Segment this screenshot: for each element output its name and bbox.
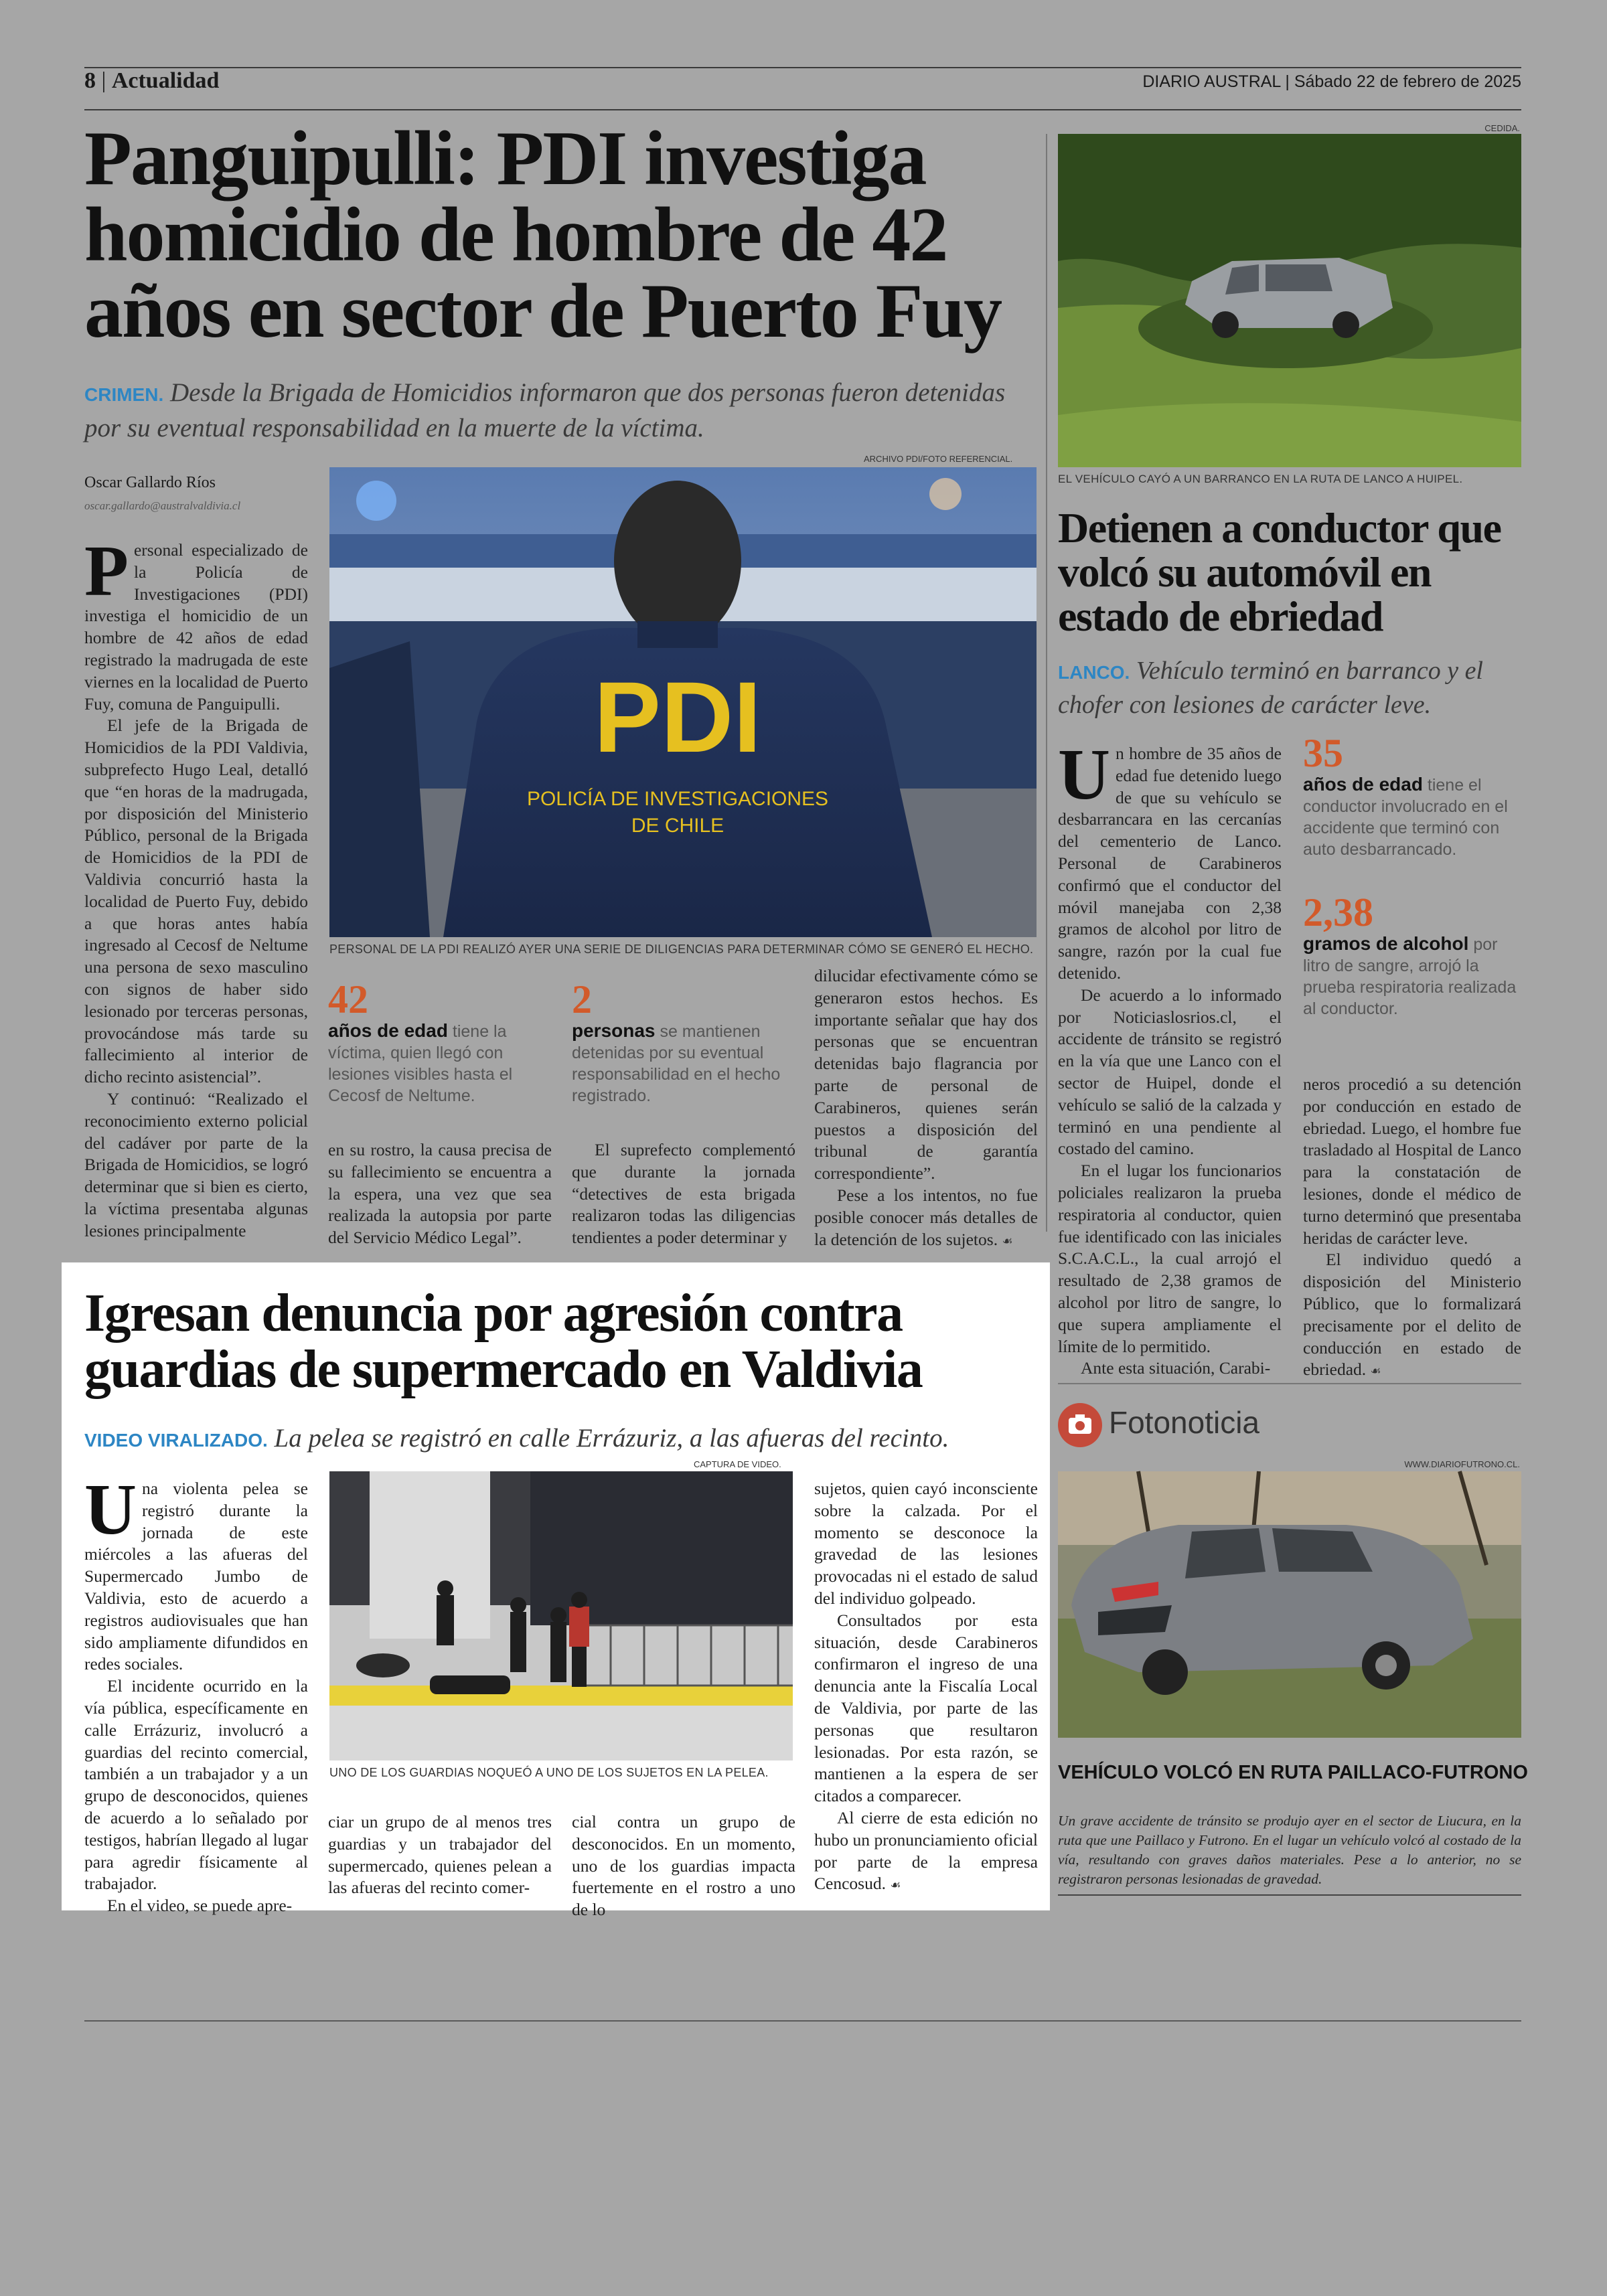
- byline-email: oscar.gallardo@australvaldivia.cl: [84, 499, 241, 512]
- side-drop-cap: U: [1058, 735, 1110, 815]
- fotonoticia-bottom-rule: [1058, 1894, 1521, 1896]
- second-col1-p3: En el video, se puede apre-: [107, 1896, 293, 1916]
- supermarket-fight-illustration: [329, 1471, 793, 1760]
- second-photo-caption: UNO DE LOS GUARDIAS NOQUEÓ A UNO DE LOS SUJETOS EN LA PELEA.: [329, 1766, 769, 1779]
- second-drop-cap: U: [84, 1470, 137, 1550]
- side-kicker: LANCO.: [1058, 662, 1130, 683]
- main-col4-p1: dilucidar efectivamente cómo se generaron estos hechos. Es importante señalar que hay dos personas que se encuentran detenidas bajo flagrancia por parte de personal de Carabineros, quienes serán puestos a disposición del tribunal de garantía correspondiente”.: [814, 966, 1038, 1183]
- side-col1-p1: n hombre de 35 años de edad fue detenido luego de que su vehículo se desbarrancara en las cercanías del cementerio de Lanco. Personal de Carabineros confirmó que el conductor del móvil manejaba con 2,38 gramos de alcohol por litro de sangre, razón por la cual fue detenido.: [1058, 744, 1282, 983]
- header-top-rule: [84, 67, 1521, 68]
- page-folio: 8 | Actualidad: [84, 68, 220, 93]
- main-fact-1-text: tiene la víctima, quien llegó con lesiones visibles hasta el Cecosf de Neltume.: [328, 1022, 513, 1105]
- main-photo-caption: PERSONAL DE LA PDI REALIZÓ AYER UNA SERIE DE DILIGENCIAS PARA DETERMINAR CÓMO SE GENERÓ EL HECHO.: [329, 942, 1034, 956]
- main-photo-credit: ARCHIVO PDI/FOTO REFERENCIAL.: [864, 454, 1013, 464]
- second-deck-text: La pelea se registró en calle Errázuriz, a las afueras del recinto.: [274, 1424, 949, 1453]
- page-number: 8: [84, 68, 96, 93]
- second-end-mark: ☙: [890, 1878, 901, 1893]
- fotonoticia-photo-credit: WWW.DIARIOFUTRONO.CL.: [1404, 1459, 1520, 1469]
- main-col1-p3: Y continuó: “Realizado el reconocimiento externo policial del cadáver por parte de la Brigada de Homicidios, se logró determinar que si bien es cierto, la víctima presentaba algunas lesiones principalmente: [84, 1088, 308, 1240]
- main-col4-p2: Pese a los intentos, no fue posible conocer más detalles de la detención de los sujetos.: [814, 1185, 1038, 1249]
- second-col1-p1: na violenta pelea se registró durante la jornada de este miércoles a las afueras del Supermercado Jumbo de Valdivia, esto de acuerdo a registros audiovisuales que han sido ampliamente difundidos en redes sociales.: [84, 1479, 308, 1674]
- main-col1-p1: ersonal especializado de la Policía de Investigaciones (PDI) investiga el homicidio de un hombre de 42 años de edad registrado la madrugada de este viernes en la localidad de Puerto Fuy, comuna de Panguipulli.: [84, 540, 308, 714]
- camera-icon: [1058, 1403, 1102, 1447]
- jacket-text-big: PDI: [593, 661, 762, 773]
- jacket-text-2: DE CHILE: [631, 815, 724, 837]
- main-photo: [329, 467, 1037, 937]
- side-col-1: [1058, 735, 1282, 1378]
- side-col2-p1: neros procedió a su detención por conducción en estado de ebriedad. Luego, el hombre fue trasladado al Hospital de Lanco para la constatación de lesiones, donde el médico de turno determinó que presentaba heridas de carácter leve.: [1303, 1074, 1521, 1248]
- side-deck-text: Vehículo terminó en barranco y el chofer con lesiones de carácter leve.: [1058, 657, 1483, 719]
- second-col3-p1: cial contra un grupo de desconocidos. En un momento, uno de los guardias impacta fuertemente en el rostro a uno de lo: [572, 1812, 795, 1920]
- side-fact-2: [1303, 892, 1521, 1019]
- paper-name: DIARIO AUSTRAL: [1142, 72, 1281, 91]
- main-col-4: [814, 965, 1038, 1253]
- side-fact-1-text: tiene el conductor involucrado en el accidente que terminó con auto desbarrancado.: [1303, 776, 1508, 859]
- second-col4-p2: Consultados por esta situación, desde Carabineros confirmaron el ingreso de una denuncia ante la Fiscalía Local de Valdivia, por parte de las personas que resultaron lesionadas. Por esta razón, se mantienen a la espera de ser citados a comparecer.: [814, 1610, 1038, 1806]
- side-fact-2-text: por litro de sangre, arrojó la prueba respiratoria realizada al conductor.: [1303, 935, 1517, 1018]
- car-in-ravine-illustration: [1058, 134, 1521, 467]
- second-col-2: [328, 1811, 552, 1904]
- side-fact-2-bold: gramos de alcohol: [1303, 933, 1469, 954]
- second-col4-p1: sujetos, quien cayó inconsciente sobre la calzada. Por el momento se desconoce la gravedad de las lesiones provocadas ni el estado de salud del individuo golpeado.: [814, 1479, 1038, 1608]
- side-fact-1: [1303, 732, 1521, 860]
- second-deck: [84, 1422, 1042, 1457]
- main-deck: [84, 376, 1035, 445]
- side-photo: [1058, 134, 1521, 467]
- byline: Oscar Gallardo Ríos: [84, 474, 216, 491]
- main-headline: Panguipulli: PDI investiga homicidio de hombre de 42 años en sector de Puerto Fuy: [84, 116, 1002, 354]
- main-col1-p2: El jefe de la Brigada de Homicidios de la PDI Valdivia, subprefecto Hugo Leal, detalló que “en horas de la madrugada, por disposición del Ministerio Público, personal de la Brigada de Homicidios de la PDI de Valdivia concurrió hasta la localidad de Puerto Fuy, debido a que horas antes había ingresado al Cecosf de Neltume una persona de sexo masculino con signos de haber sido lesionado por terceras personas, provocándose más tarde su fallecimiento al interior de dicho recinto asistencial”.: [84, 716, 308, 1087]
- side-fact-2-number: 2,38: [1303, 890, 1373, 934]
- main-fact-1-number: 42: [328, 977, 368, 1021]
- side-headline: Detienen a conductor que volcó su automóvil en estado de ebriedad: [1058, 504, 1501, 640]
- second-col-4: [814, 1478, 1038, 1904]
- side-fact-1-bold: años de edad: [1303, 774, 1423, 795]
- main-fact-1: [328, 979, 549, 1106]
- main-fact-2-number: 2: [572, 977, 592, 1021]
- issue-date: Sábado 22 de febrero de 2025: [1294, 72, 1521, 91]
- side-photo-caption: EL VEHÍCULO CAYÓ A UN BARRANCO EN LA RUTA DE LANCO A HUIPEL.: [1058, 473, 1463, 485]
- side-col-2: [1303, 1074, 1521, 1380]
- main-fact-2: [572, 979, 793, 1106]
- side-fact-1-number: 35: [1303, 731, 1343, 775]
- section-name: Actualidad: [111, 68, 220, 93]
- second-kicker: VIDEO VIRALIZADO.: [84, 1430, 268, 1451]
- side-col1-p2: De acuerdo a lo informado por Noticiaslosrios.cl, el accidente de tránsito se registró en la vía que une Lanco con el sector de Huipel, donde el vehículo se salió de la calzada y terminó en una pendiente al costado del camino.: [1058, 985, 1282, 1159]
- main-kicker: CRIMEN.: [84, 384, 164, 405]
- second-col-3: [572, 1811, 795, 1920]
- main-drop-cap: P: [84, 531, 129, 611]
- main-col-2: [328, 1139, 552, 1253]
- main-col3-p1: El suprefecto complementó que durante la jornada “detectives de esta brigada realizaron todas las diligencias tendientes a poder determinar y: [572, 1140, 795, 1248]
- second-col2-p1: ciar un grupo de al menos tres guardias y un trabajador del supermercado, quienes pelean a las afueras del recinto comer-: [328, 1812, 552, 1898]
- main-end-mark: ☙: [1002, 1234, 1013, 1248]
- side-deck: [1058, 655, 1521, 721]
- second-col1-p2: El incidente ocurrido en la vía pública, específicamente en calle Errázuriz, involucró a guardias del recinto comercial, también a un trabajador y a un grupo de desconocidos, quienes de acuerdo a lo señalado por testigos, habrían llegado al lugar para agredir físicamente al trabajador.: [84, 1676, 308, 1894]
- fotonoticia-text: Un grave accidente de tránsito se produjo ayer en el sector de Liucura, en la ruta que une Paillaco y Futrono. En el lugar un vehículo volcó al costado de la vía, resultando con graves daños materiales. Pese a lo anterior, no se registraron personas lesionadas de gravedad.: [1058, 1813, 1521, 1887]
- jacket-text-1: POLICÍA DE INVESTIGACIONES: [526, 788, 829, 810]
- side-col1-p4: Ante esta situación, Carabi-: [1081, 1358, 1271, 1378]
- main-deck-text: Desde la Brigada de Homicidios informaron que dos personas fueron detenidas por su eventual responsabilidad en la muerte de la víctima.: [84, 378, 1006, 442]
- page-footer-rule: [84, 2020, 1521, 2022]
- fotonoticia-photo: [1058, 1471, 1521, 1738]
- main-fact-1-bold: años de edad: [328, 1020, 448, 1041]
- main-col2-p1: en su rostro, la causa precisa de su fallecimiento se encuentra a la espera, una vez que sea realizada la autopsia por parte del Servicio Médico Legal”.: [328, 1140, 552, 1248]
- second-photo: [329, 1471, 793, 1760]
- second-col4-p3: Al cierre de esta edición no hubo un pronunciamiento oficial por parte de la empresa Cencosud.: [814, 1807, 1038, 1894]
- header-bottom-rule: [84, 109, 1521, 110]
- side-col2-p2: El individuo quedó a disposición del Ministerio Público, que lo formalizará precisamente por el delito de conducción en estado de ebriedad.: [1303, 1250, 1521, 1380]
- main-col-3: [572, 1139, 795, 1253]
- second-col-1: [84, 1470, 308, 1916]
- second-photo-credit: CAPTURA DE VIDEO.: [694, 1459, 781, 1469]
- fotonoticia-title: VEHÍCULO VOLCÓ EN RUTA PAILLACO-FUTRONO: [1058, 1762, 1528, 1783]
- fotonoticia-rule: [1058, 1383, 1521, 1384]
- side-col1-p3: En el lugar los funcionarios policiales realizaron la prueba respiratoria al conductor, quien fue identificado con las iniciales S.C.A.C.L., la cual arrojó el resultado de 2,38 gramos de alcohol por litro de sangre, lo que supera ampliamente el límite de lo permitido.: [1058, 1161, 1282, 1356]
- second-headline: Igresan denuncia por agresión contra guardias de supermercado en Valdivia: [84, 1284, 923, 1399]
- paper-dateline: DIARIO AUSTRAL | Sábado 22 de febrero de 2025: [1142, 72, 1521, 91]
- main-fact-2-text: se mantienen detenidas por su eventual responsabilidad en el hecho registrado.: [572, 1022, 781, 1105]
- fotonoticia-label: Fotonoticia: [1109, 1405, 1260, 1440]
- overturned-car-illustration: [1058, 1471, 1521, 1738]
- pdi-agent-illustration: [329, 467, 1037, 937]
- main-fact-2-bold: personas: [572, 1020, 656, 1041]
- main-col-1: [84, 531, 308, 1253]
- column-divider: [1046, 134, 1047, 1232]
- side-photo-credit: CEDIDA.: [1484, 123, 1520, 133]
- side-end-mark: ☙: [1370, 1364, 1381, 1379]
